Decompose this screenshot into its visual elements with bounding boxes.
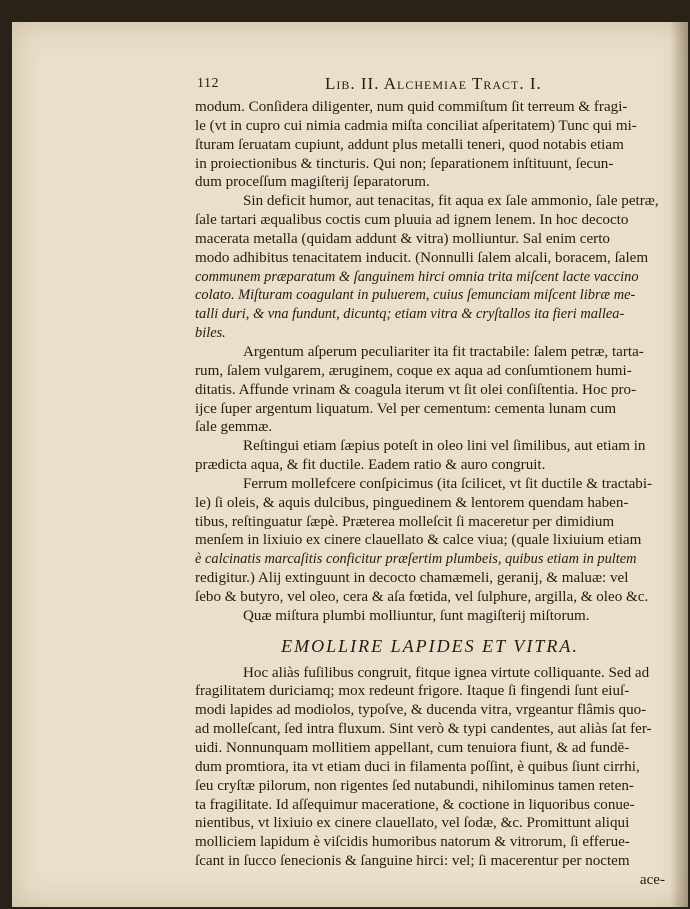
text-line: biles. xyxy=(195,325,226,342)
text-line: ſale gemmæ. xyxy=(195,419,273,436)
text-line: modi lapides ad modiolos, typoſve, & ducenda vitra, vrgeantur flâmis quo- xyxy=(195,702,647,719)
text-line: Ferrum mollefcere conſpicimus (ita ſcilicet, vt ſit ductile & tractabi- xyxy=(243,475,653,492)
text-line: tibus, reſtinguatur ſæpè. Præterea molleſcit ſi maceretur per dimidium xyxy=(195,513,615,530)
text-line: rum, ſalem vulgarem, æruginem, coque ex aqua ad conſumtionem humi- xyxy=(195,362,632,379)
text-line: ſale tartari æqualibus coctis cum pluuia ad ignem lenem. In hoc decocto xyxy=(195,212,629,229)
text-line: modo adhibitus tenacitatem inducit. (Nonnulli ſalem alcali, boracem, ſalem xyxy=(195,249,649,266)
text-line: molliciem lapidum è viſcidis humoribus natorum & vitrorum, ſi efferue- xyxy=(195,834,630,851)
text-line: dum promtiora, ita vt etiam duci in filamenta poſſint, è quibus ſiunt cirrhi, xyxy=(195,758,640,775)
page-number: 112 xyxy=(197,76,219,91)
text-line: le (vt in cupro cui nimia cadmia miſta conciliat aſperitatem) Tunc qui mi- xyxy=(195,117,637,134)
text-line: Hoc aliàs fuſilibus congruit, fitque ignea virtute colliquante. Sed ad xyxy=(243,664,650,681)
running-header xyxy=(195,72,665,98)
running-title: Lib. II. Alchemiae Tract. I. xyxy=(325,74,542,93)
text-line: Reſtingui etiam ſæpius poteſt in oleo lini vel ſimilibus, aut etiam in xyxy=(243,438,646,455)
section-heading: EMOLLIRE LAPIDES ET VITRA. xyxy=(281,635,579,656)
text-line: talli duri, & vna fundunt, dicuntq; etiam vitra & cryſtallos ita fieri mallea- xyxy=(195,306,625,323)
text-line: ditatis. Affunde vrinam & coagula iterum vt ſit olei conſiſtentia. Hoc pro- xyxy=(195,381,637,398)
body-text-top xyxy=(195,98,665,626)
text-line: ta fragilitate. Id aſſequimur maceratione, & coctione in liquoribus conue- xyxy=(195,796,635,813)
text-line: redigitur.) Alij extinguunt in decocto chamæmeli, geranij, & maluæ: vel xyxy=(195,570,629,587)
text-line: menſem in lixiuio ex cinere clauellato & calce viua; (quale lixiuium etiam xyxy=(195,532,642,549)
text-line: macerata metalla (quidam addunt & vitra) molliuntur. Sal enim certo xyxy=(195,230,610,247)
text-line: ace- xyxy=(639,871,665,888)
text-line: è calcinatis marcaſitis conficitur præſertim plumbeis, quibus etiam in pultem xyxy=(195,551,637,568)
body-text-bottom xyxy=(195,664,665,890)
book-page xyxy=(12,22,688,907)
text-line: ſcant in ſucco ſenecionis & ſanguine hirci: vel; ſi macerentur per noctem xyxy=(195,853,630,870)
text-line: modum. Conſidera diligenter, num quid commiſtum ſit terreum & fragi- xyxy=(195,99,628,115)
text-line: ſeu cryſtæ pilorum, non rigentes ſed nutabundi, nihilominus tamen reten- xyxy=(195,777,634,794)
text-line: ad molleſcant, ſed intra fluxum. Sint verò & typi candentes, aut aliàs ſat fer- xyxy=(195,721,652,738)
text-line: ijce ſuper argentum liquatum. Vel per cementum: cementa lunam cum xyxy=(195,400,617,417)
page-gutter-shadow xyxy=(670,22,688,907)
page-text-block xyxy=(195,72,665,890)
text-line: fragilitatem duriciamq; mox redeunt frigore. Itaque ſi fingendi ſunt eiuſ- xyxy=(195,683,630,700)
text-line: prædicta aqua, & fit ductile. Eadem ratio & auro congruit. xyxy=(195,457,546,474)
text-line: Argentum aſperum peculiariter ita fit tractabile: ſalem petræ, tarta- xyxy=(243,343,644,360)
text-line: ſturam ſeruatam cupiunt, addunt plus metalli teneri, quod notabis etiam xyxy=(195,136,624,153)
text-line: communem præparatum & ſanguinem hirci omnia trita miſcent lacte vaccino xyxy=(195,268,639,285)
text-line: Sin deficit humor, aut tenacitas, fit aqua ex ſale ammonio, ſale petræ, xyxy=(243,193,659,210)
text-line: uidi. Nonnunquam mollitiem appellant, cum tenuiora fiunt, & ad fundē- xyxy=(195,740,630,756)
text-line: in proiectionibus & tincturis. Qui non; ſeparationem inſtituunt, ſecun- xyxy=(195,155,614,172)
text-line: Quæ miſtura plumbi molliuntur, ſunt magiſterij miſtorum. xyxy=(243,607,590,624)
text-line: colato. Miſturam coagulant in puluerem, cuius ſemunciam miſcent libræ me- xyxy=(195,287,636,304)
text-line: dum proceſſum magiſterij ſeparatorum. xyxy=(195,174,430,191)
text-line: le) ſi oleis, & aquis dulcibus, pinguedinem & lentorem quendam haben- xyxy=(195,494,629,511)
text-line: ſebo & butyro, vel oleo, cera & aſa fœtida, vel ſulphure, argilla, & oleo &c. xyxy=(195,588,649,605)
text-line: nientibus, vt lixiuio ex cinere clauellato, vel ſodæ, &c. Promittunt aliqui xyxy=(195,815,630,832)
